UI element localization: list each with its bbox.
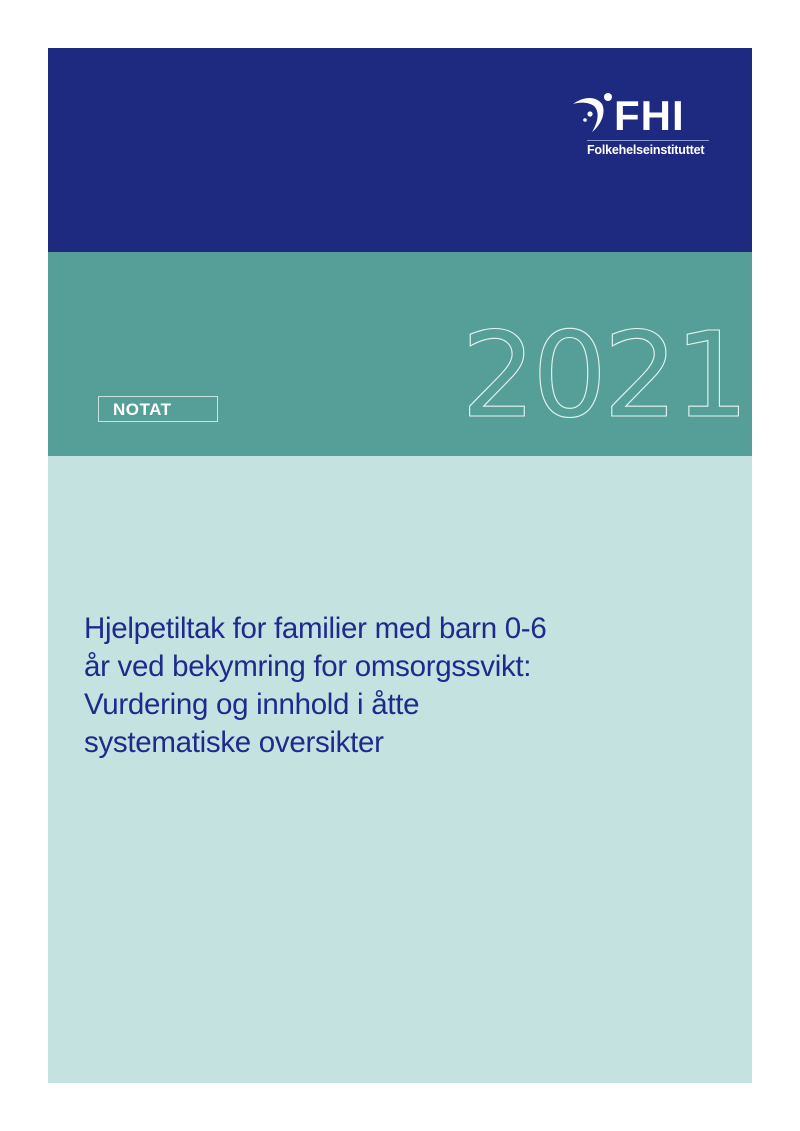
document-type-badge: NOTAT <box>98 396 218 422</box>
fhi-logo <box>570 90 710 170</box>
fhi-figure-icon <box>570 90 614 138</box>
logo-divider <box>587 140 709 141</box>
report-cover <box>48 48 752 1083</box>
header-band <box>48 48 752 252</box>
year-band <box>48 252 752 456</box>
title-line: år ved bekymring for omsorgssvikt: <box>84 650 532 683</box>
year-label <box>453 310 753 440</box>
title-line: systematiske oversikter <box>84 726 384 759</box>
logo-name: Folkehelseinstituttet <box>587 143 705 157</box>
title-line: Hjelpetiltak for familier med barn 0-6 <box>84 612 547 645</box>
title-line: Vurdering og innhold i åtte <box>84 688 420 721</box>
report-title <box>84 610 684 762</box>
title-band <box>48 456 752 1083</box>
logo-abbr: FHI <box>614 92 685 139</box>
year-text: 2021 <box>461 310 746 440</box>
